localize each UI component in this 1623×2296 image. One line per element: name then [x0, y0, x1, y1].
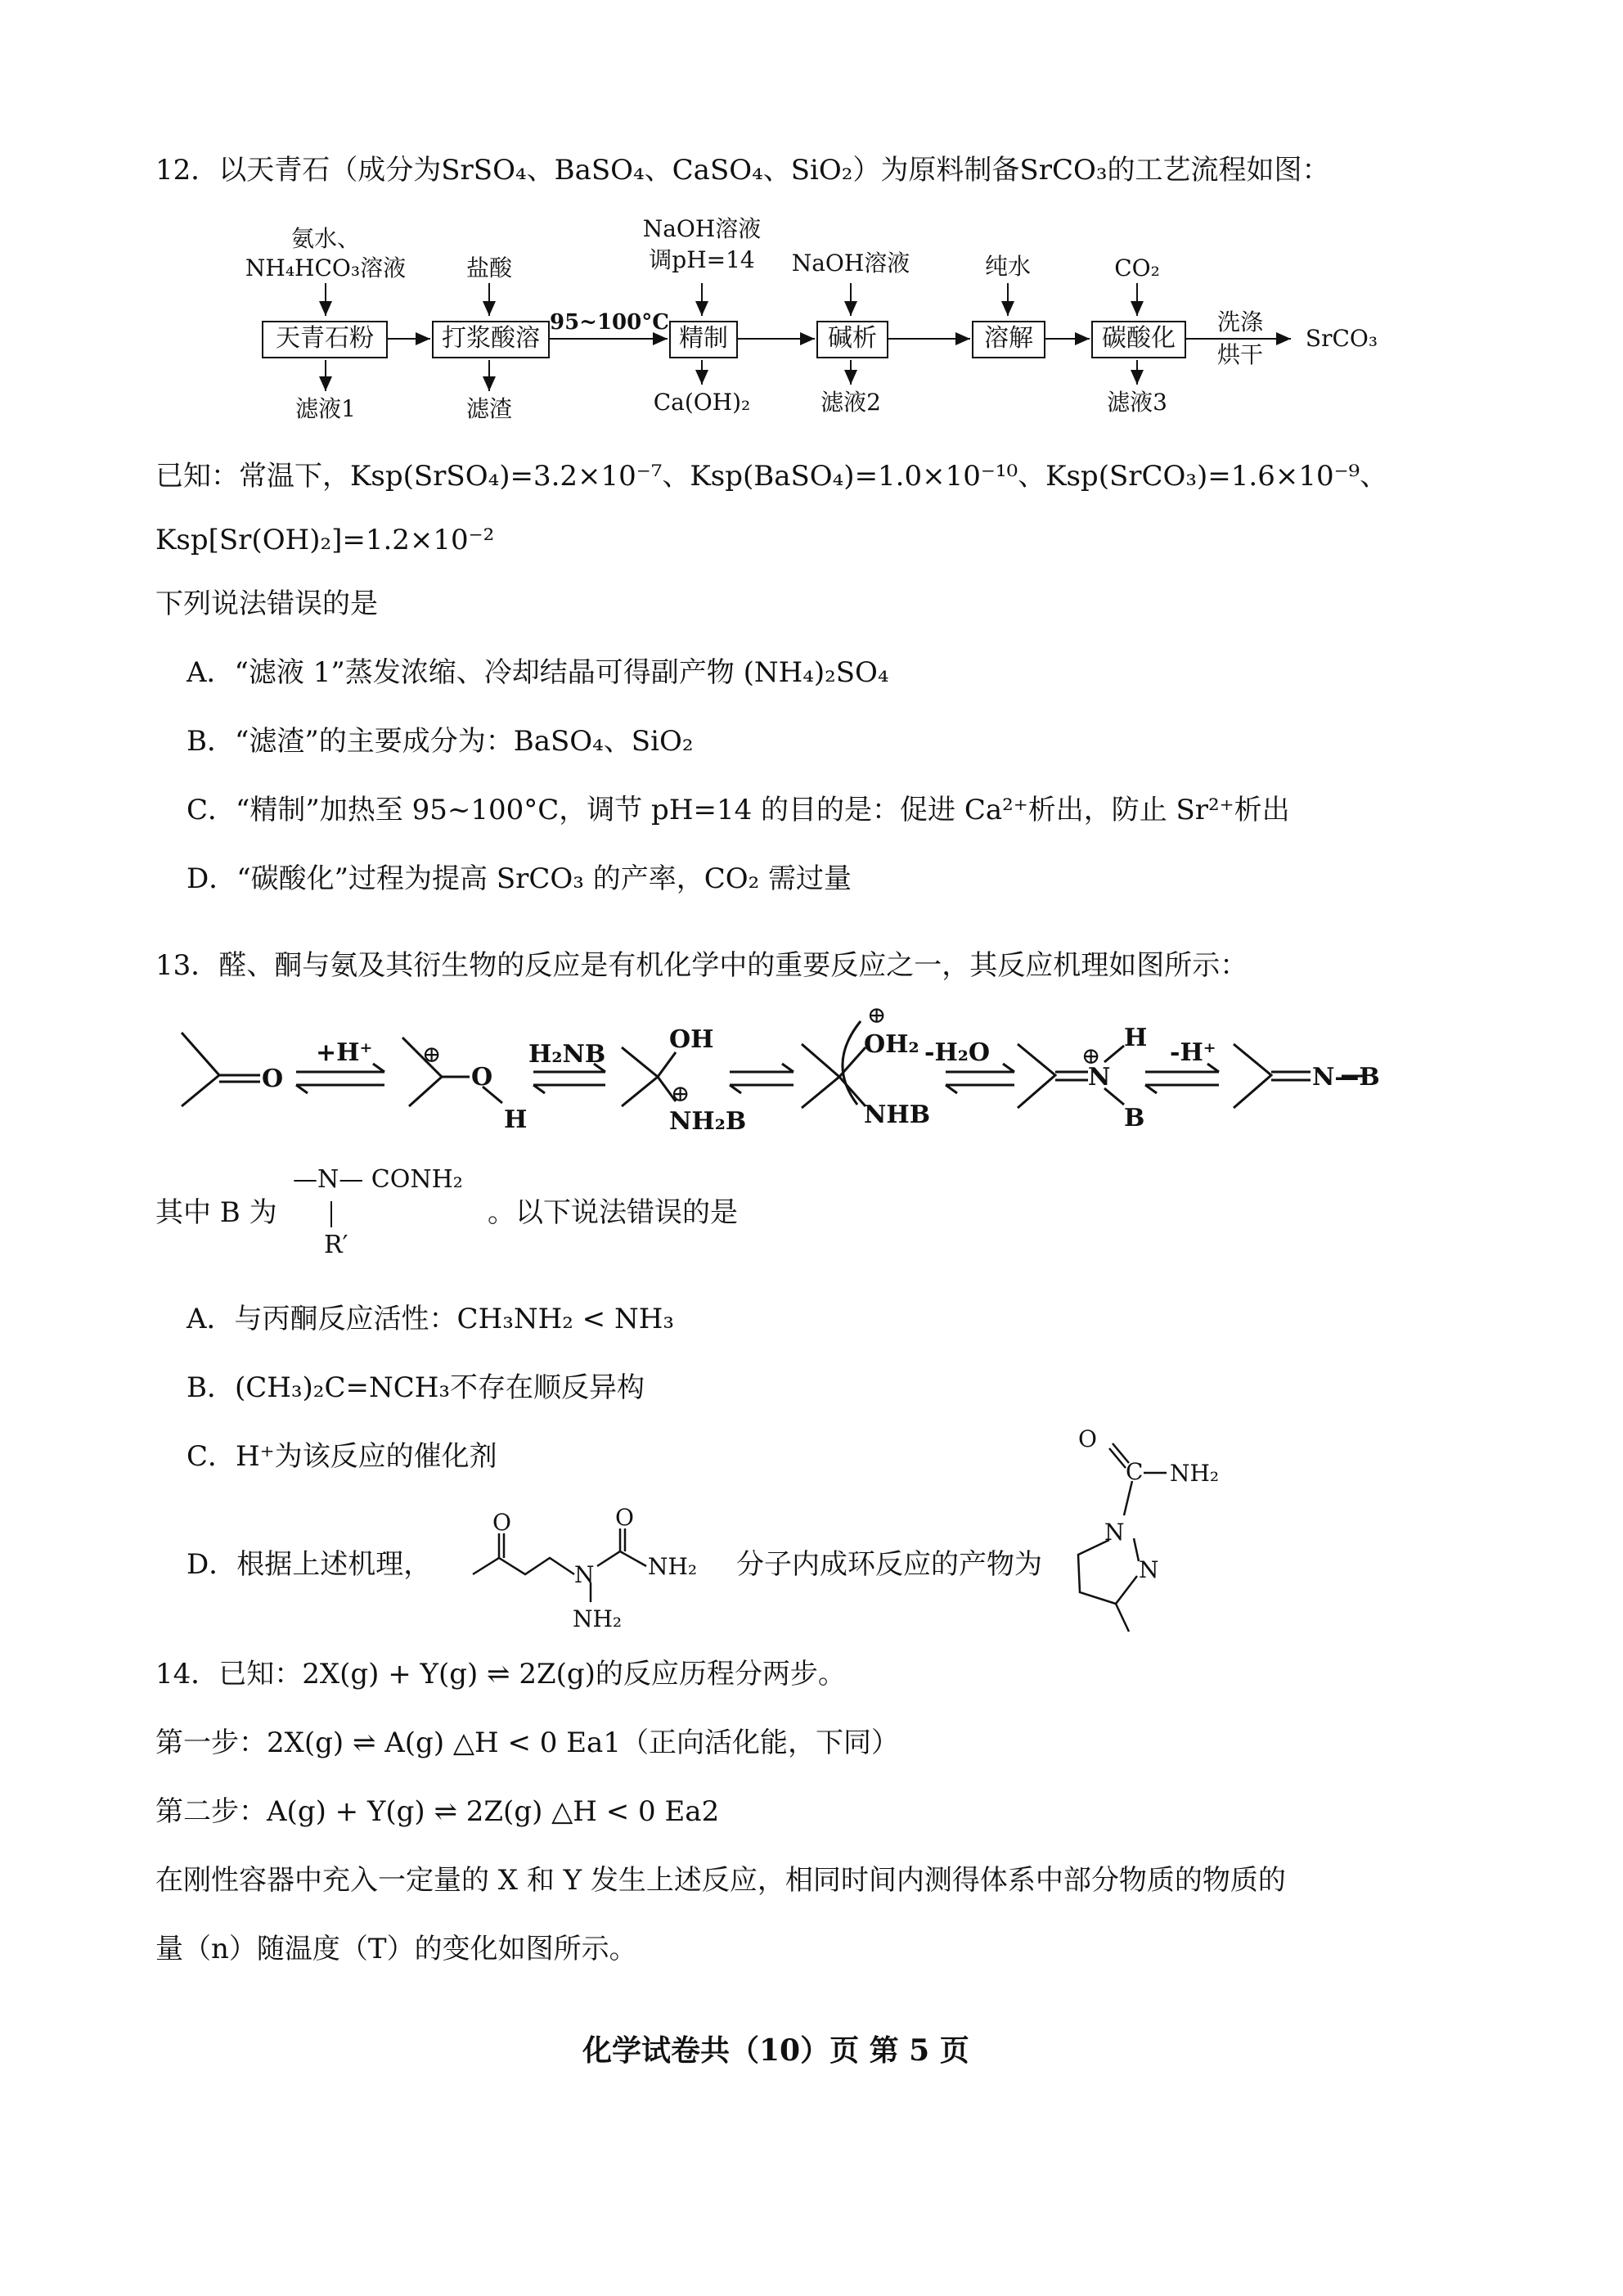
mech-arrow-minus-h: -H⁺ — [1170, 1038, 1216, 1067]
flow-box-carbonate: 碳酸化 — [1091, 321, 1186, 358]
flow-input-nh4hco3: NH₄HCO₃溶液 — [245, 254, 407, 281]
mech-h: H — [504, 1105, 528, 1134]
mech-oh2: OH₂ — [864, 1030, 919, 1059]
flow-input-co2: CO₂ — [1114, 254, 1160, 281]
mech-oh: OH — [669, 1025, 714, 1054]
mech-arrow-h2o: -H₂O — [924, 1038, 991, 1067]
q13-b-group-1: —N— CONH₂ — [293, 1165, 463, 1194]
flow-box-celestite: 天青石粉 — [262, 321, 388, 358]
q12-known-1: 已知：常温下，Ksp(SrSO₄)=3.2×10⁻⁷、Ksp(BaSO₄)=1.0×10⁻¹⁰、Ksp(SrCO₃)=1.6×10⁻⁹、 — [155, 460, 1388, 493]
q12-option-c: C．“精制”加热至 95~100°C，调节 pH=14 的目的是：促进 Ca²⁺析出，防止 Sr²⁺析出 — [187, 794, 1290, 826]
q14-desc-1: 在刚性容器中充入一定量的 X 和 Y 发生上述反应，相同时间内测得体系中部分物质的物质的 — [155, 1864, 1286, 1897]
d-prod-c: C — [1126, 1458, 1144, 1485]
flow-product: SrCO₃ — [1305, 325, 1378, 352]
flow-output-filtrate-2: 滤液2 — [820, 389, 881, 416]
flow-input-naoh-1: NaOH溶液 — [642, 215, 762, 242]
q14-step-2: 第二步：A(g) + Y(g) ⇌ 2Z(g) △H < 0 Ea2 — [155, 1795, 720, 1828]
q12-stem: 12．以天青石（成分为SrSO₄、BaSO₄、CaSO₄、SiO₂）为原料制备SrCO₃的工艺流程如图： — [155, 154, 1330, 187]
mech-h-2: H — [1124, 1024, 1148, 1052]
mech-plus-2: ⊕ — [671, 1080, 690, 1107]
mech-nb: N—B — [1312, 1063, 1380, 1092]
q12-option-a: A．“滤液 1”蒸发浓缩、冷却结晶可得副产物 (NH₄)₂SO₄ — [187, 656, 889, 689]
q13-option-a: A．与丙酮反应活性：CH₃NH₂ < NH₃ — [187, 1303, 675, 1335]
mech-plus-1: ⊕ — [422, 1041, 442, 1068]
d-prod-n2: N — [1139, 1556, 1159, 1583]
d-mol-nh2-a: NH₂ — [648, 1553, 698, 1580]
flow-box-refine: 精制 — [669, 321, 738, 358]
flow-temp-label: 95~100°C — [550, 310, 669, 335]
q12-option-b: B．“滤渣”的主要成分为：BaSO₄、SiO₂ — [187, 725, 694, 758]
flow-input-water: 纯水 — [984, 253, 1031, 280]
q13-option-d-mid: 分子内成环反应的产物为 — [736, 1548, 1042, 1581]
d-prod-nh2: NH₂ — [1170, 1460, 1220, 1487]
mech-nhb: NHB — [864, 1101, 931, 1129]
mech-nh2b: NH₂B — [669, 1107, 747, 1136]
flow-box-dissolve: 溶解 — [972, 321, 1045, 358]
flow-box-alkali: 碱析 — [816, 321, 888, 358]
d-prod-n1: N — [1104, 1519, 1125, 1546]
flow-output-filtrate-1: 滤液1 — [295, 395, 356, 422]
mech-o-2: O — [471, 1063, 493, 1092]
flow-input-ph: 调pH=14 — [649, 246, 755, 273]
mech-b: B — [1124, 1104, 1145, 1132]
d-mol-n: N — [574, 1561, 595, 1588]
d-mol-nh2-b: NH₂ — [573, 1605, 623, 1632]
q12-known-2: Ksp[Sr(OH)₂]=1.2×10⁻² — [155, 524, 495, 556]
d-mol-o1: O — [492, 1509, 511, 1536]
d-prod-o: O — [1078, 1425, 1097, 1452]
mech-plus-4: ⊕ — [1081, 1042, 1101, 1069]
q12-ask: 下列说法错误的是 — [155, 588, 378, 620]
flow-output-caoh2: Ca(OH)₂ — [653, 389, 751, 416]
page-footer: 化学试卷共（10）页 第 5 页 — [582, 2033, 969, 2068]
flow-input-ammonia: 氨水、 — [290, 225, 360, 252]
q14-step-1: 第一步：2X(g) ⇌ A(g) △H < 0 Ea1（正向活化能，下同） — [155, 1727, 899, 1759]
q14-desc-2: 量（n）随温度（T）的变化如图所示。 — [155, 1933, 637, 1965]
d-mol-o2: O — [615, 1504, 634, 1531]
flow-output-residue: 滤渣 — [465, 395, 512, 422]
q13-b-prefix: 其中 B 为 — [155, 1196, 277, 1229]
flow-box-acid-dissolve: 打浆酸溶 — [432, 321, 550, 358]
flow-input-hcl: 盐酸 — [465, 254, 512, 281]
q13-stem: 13．醛、酮与氨及其衍生物的反应是有机化学中的重要反应之一，其反应机理如图所示： — [155, 949, 1248, 982]
mech-o: O — [262, 1065, 284, 1093]
mech-arrow-h: +H⁺ — [316, 1038, 373, 1067]
flow-output-filtrate-3: 滤液3 — [1107, 389, 1167, 416]
q12-option-d: D．“碳酸化”过程为提高 SrCO₃ 的产率，CO₂ 需过量 — [187, 862, 852, 895]
q13-b-suffix: 。以下说法错误的是 — [488, 1196, 738, 1229]
flow-dry-label: 烘干 — [1216, 341, 1263, 368]
q13-b-group-2: R′ — [324, 1231, 348, 1259]
flow-wash-label: 洗涤 — [1216, 308, 1263, 335]
q13-option-b: B．(CH₃)₂C=NCH₃不存在顺反异构 — [187, 1371, 645, 1404]
mech-arrow-h2nb: H₂NB — [528, 1040, 606, 1069]
mech-n: N — [1088, 1063, 1111, 1092]
q14-stem: 14．已知：2X(g) + Y(g) ⇌ 2Z(g)的反应历程分两步。 — [155, 1658, 846, 1690]
q13-option-c: C．H⁺为该反应的催化剂 — [187, 1440, 497, 1473]
flow-input-naoh-2: NaOH溶液 — [791, 250, 910, 277]
mech-plus-3: ⊕ — [867, 1002, 887, 1029]
q13-option-d-prefix: D．根据上述机理， — [187, 1548, 432, 1581]
